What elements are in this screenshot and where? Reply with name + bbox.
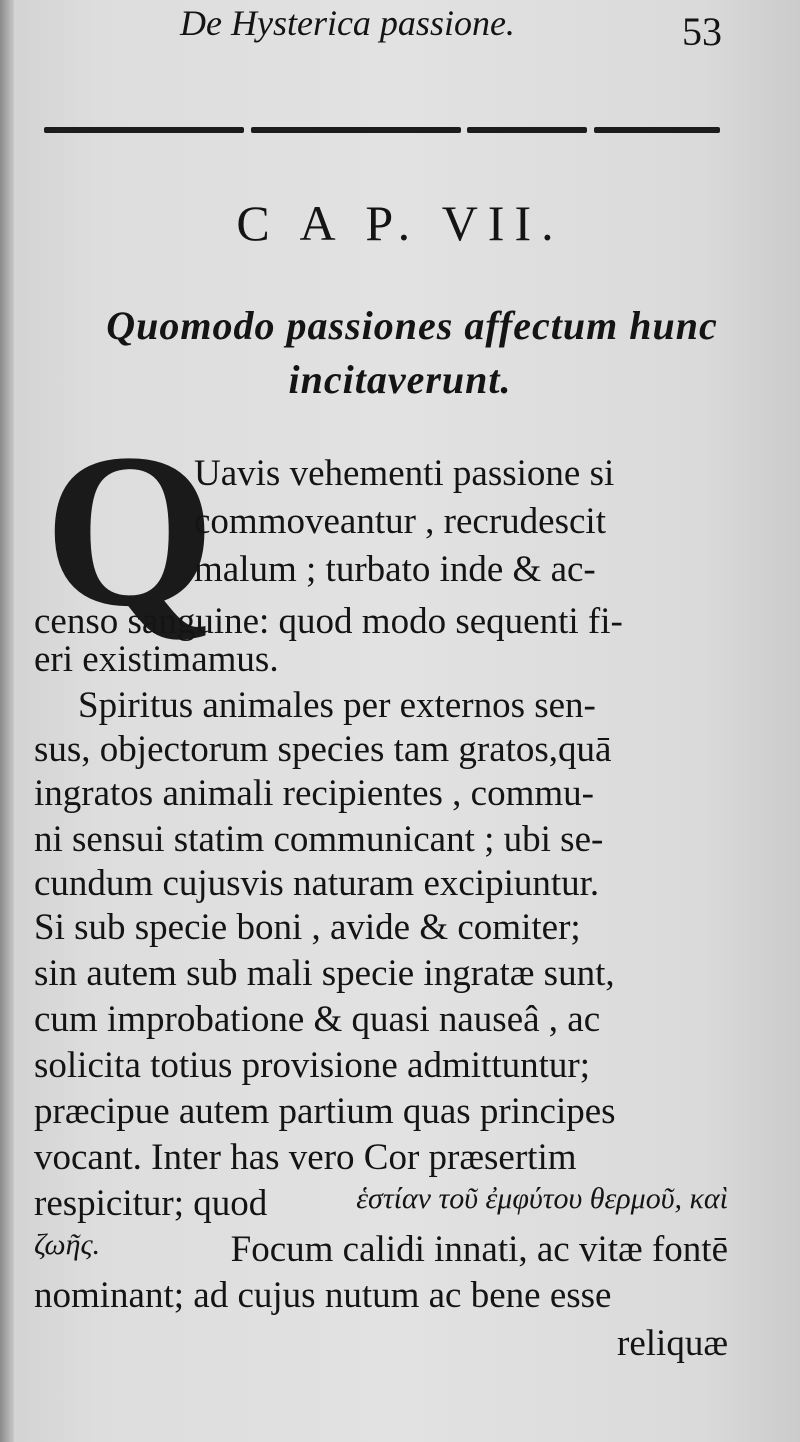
drop-cap: Q xyxy=(44,408,216,652)
text-line: sin autem sub mali specie ingratæ sunt, xyxy=(34,953,615,994)
catchword: reliquæ xyxy=(617,1323,728,1364)
text-line: nominant; ad cujus nutum ac bene esse xyxy=(34,1275,612,1316)
text-line: cum improbatione & quasi nauseâ , ac xyxy=(34,999,601,1040)
text-line: cundum cujusvis naturam excipiuntur. xyxy=(34,863,600,904)
paragraph-first-line: Spiritus animales per externos sen- xyxy=(78,685,596,726)
text-line: ζωῆς. Focum calidi innati, ac vitæ fontē xyxy=(34,1228,728,1278)
text-line: sus, objectorum species tam gratos,quā xyxy=(34,729,612,770)
text-line: solicita totius provisione admittuntur; xyxy=(34,1045,590,1086)
text-line: vocant. Inter has vero Cor præsertim xyxy=(34,1137,577,1178)
text-line: eri existimamus. xyxy=(34,639,279,680)
chapter-title: C A P. VII. xyxy=(236,195,564,251)
page-number: 53 xyxy=(682,9,722,54)
text-line: malum ; turbato inde & ac- xyxy=(194,549,596,590)
chapter-subtitle: Quomodo passiones affectum hunc xyxy=(106,303,718,348)
text-line: præcipue autem partium quas principes xyxy=(34,1091,616,1132)
chapter-subtitle-continued: incitaverunt. xyxy=(288,357,512,402)
text-line: ni sensui statim communicant ; ubi se- xyxy=(34,819,604,860)
text-line: ingratos animali recipientes , commu- xyxy=(34,773,594,814)
text-line: commoveantur , recrudescit xyxy=(194,501,606,542)
text-line: Uavis vehementi passione si xyxy=(194,453,615,494)
greek-word: ζωῆς. xyxy=(34,1228,101,1261)
text-line: respicitur; quod ἑστίαν τοῦ ἐμφύτου θερμοῦ, καὶ xyxy=(34,1182,728,1232)
greek-phrase: ἑστίαν τοῦ ἐμφύτου θερμοῦ, καὶ xyxy=(356,1182,728,1215)
running-head: De Hysterica passione. xyxy=(180,3,515,43)
text-line: censo sanguine: quod modo sequenti fi- xyxy=(34,601,623,642)
ornamental-rule xyxy=(44,126,720,134)
text-line: Si sub specie boni , avide & comiter; xyxy=(34,907,581,948)
